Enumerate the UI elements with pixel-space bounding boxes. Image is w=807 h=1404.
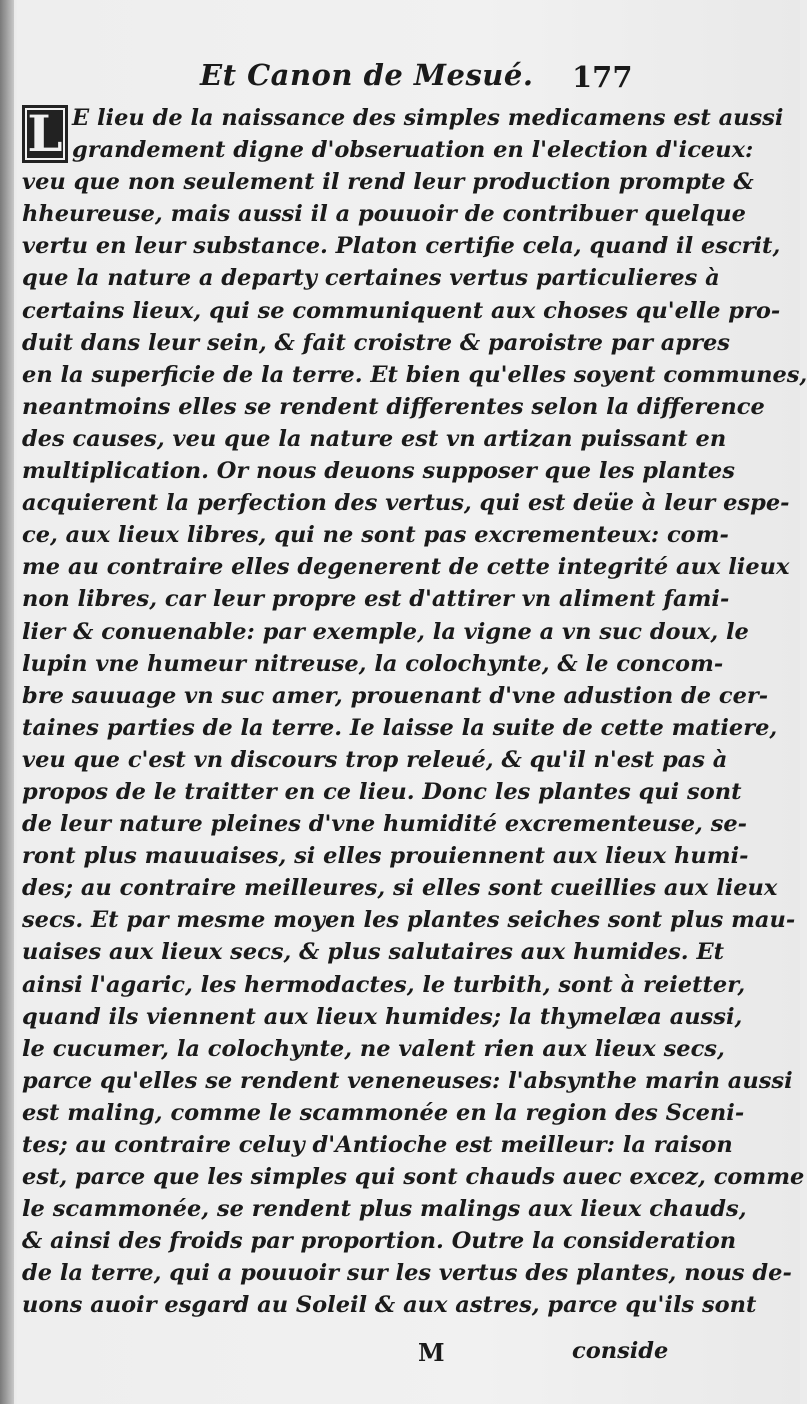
text-line: vertu en leur substance. Platon certifie cela, quand il escrit, (22, 233, 781, 260)
text-line: uaises aux lieux secs, & plus salutaires aux humides. Et (22, 939, 724, 966)
text-line: grandement digne d'obseruation en l'election d'iceux: (72, 137, 754, 164)
text-line: que la nature a departy certaines vertus particulieres à (22, 265, 720, 292)
page-footer (0, 1338, 800, 1372)
catchword: conside (572, 1338, 669, 1364)
text-line: multiplication. Or nous deuons supposer que les plantes (22, 458, 735, 485)
page-number: 177 (572, 60, 633, 94)
text-line: taines parties de la terre. Ie laisse la suite de cette matiere, (22, 714, 778, 741)
text-line: est maling, comme le scammonée en la region des Sceni- (22, 1099, 745, 1126)
text-line: secs. Et par mesme moyen les plantes seiches sont plus mau- (22, 907, 796, 934)
text-line: le cucumer, la colochynte, ne valent rien aux lieux secs, (22, 1035, 725, 1062)
text-line: certains lieux, qui se communiquent aux choses qu'elle pro- (22, 297, 781, 324)
text-line: neantmoins elles se rendent differentes selon la difference (22, 393, 765, 420)
text-line: acquierent la perfection des vertus, qui est deüe à leur espe- (22, 490, 790, 517)
text-line: des; au contraire meilleures, si elles sont cueillies aux lieux (22, 875, 778, 902)
text-line: est, parce que les simples qui sont chauds auec excez, comme (22, 1164, 805, 1191)
page-header (0, 58, 800, 106)
text-line: de leur nature pleines d'vne humidité excrementeuse, se- (22, 811, 748, 838)
text-line: veu que c'est vn discours trop releué, & qu'il n'est pas à (22, 746, 728, 773)
text-line: hheureuse, mais aussi il a pouuoir de contribuer quelque (22, 201, 746, 228)
text-line: duit dans leur sein, & fait croistre & paroistre par apres (22, 329, 730, 356)
text-line: me au contraire elles degenerent de cette integrité aux lieux (22, 554, 790, 581)
running-title: Et Canon de Mesué. (200, 58, 534, 92)
drop-cap-initial: L (22, 105, 68, 163)
text-line: E lieu de la naissance des simples medicamens est aussi (72, 105, 784, 131)
text-line: lier & conuenable: par exemple, la vigne a vn suc doux, le (22, 618, 749, 645)
signature-mark: M (418, 1338, 445, 1367)
page-gutter-shadow (0, 0, 14, 1404)
text-line: tes; au contraire celuy d'Antioche est meilleur: la raison (22, 1132, 733, 1158)
text-line: veu que non seulement il rend leur production prompte & (22, 169, 754, 196)
text-line: des causes, veu que la nature est vn artizan puissant en (22, 425, 727, 452)
text-line: ainsi l'agaric, les hermodactes, le turbith, sont à reietter, (22, 971, 746, 998)
text-line: de la terre, qui a pouuoir sur les vertus des plantes, nous de- (22, 1260, 792, 1287)
text-line: non libres, car leur propre est d'attirer vn aliment fami- (22, 586, 730, 613)
text-line: uons auoir esgard au Soleil & aux astres, parce qu'ils sont (22, 1292, 757, 1319)
text-line: quand ils viennent aux lieux humides; la thymelæa aussi, (22, 1003, 743, 1030)
text-line: lupin vne humeur nitreuse, la colochynte, & le concom- (22, 650, 724, 677)
body-text (22, 102, 807, 1322)
text-line: ce, aux lieux libres, qui ne sont pas excrementeux: com- (22, 522, 729, 549)
text-line: & ainsi des froids par proportion. Outre la consideration (22, 1228, 737, 1255)
text-lines (22, 102, 807, 1322)
text-line: bre sauuage vn suc amer, prouenant d'vne adustion de cer- (22, 682, 769, 709)
text-line: le scammonée, se rendent plus malings aux lieux chauds, (22, 1196, 747, 1223)
text-line: propos de le traitter en ce lieu. Donc les plantes qui sont (22, 778, 742, 805)
text-line: parce qu'elles se rendent veneneuses: l'absynthe marin aussi (22, 1067, 793, 1094)
text-line: en la superficie de la terre. Et bien qu'elles soyent communes, (22, 361, 807, 388)
text-line: ront plus mauuaises, si elles prouiennent aux lieux humi- (22, 843, 749, 870)
